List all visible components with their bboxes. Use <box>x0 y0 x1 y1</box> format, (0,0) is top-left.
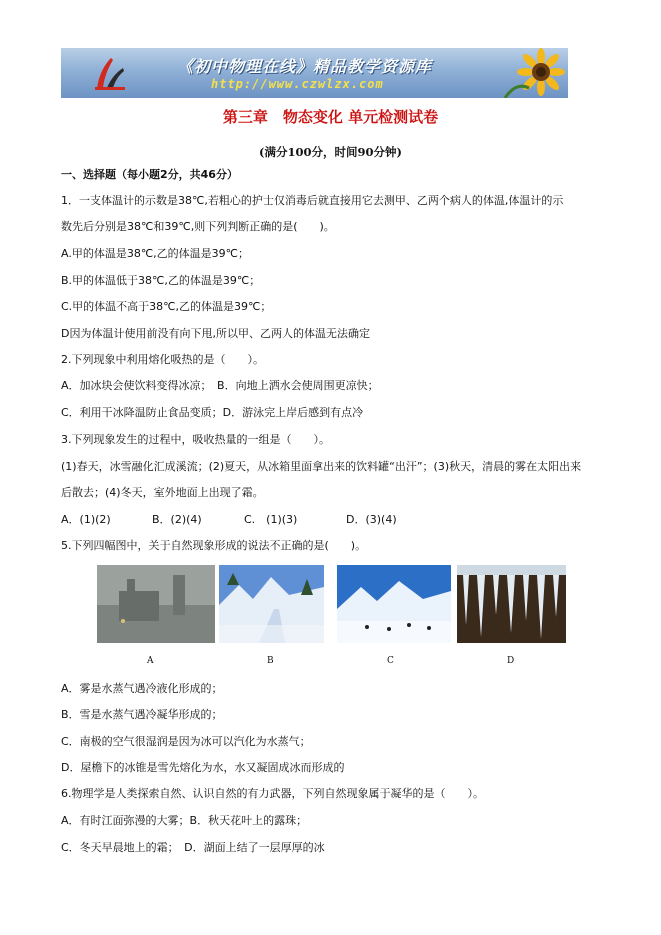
picture-label-d: D <box>507 656 515 666</box>
q1-option-c: C.甲的体温不高于38℃,乙的体温是39℃； <box>61 300 272 313</box>
q3-option-d: D．(3)(4) <box>346 513 397 526</box>
q3-stem: 3.下列现象发生的过程中，吸收热量的一组是（ ）。 <box>61 433 330 446</box>
page-title: 第三章 物态变化 单元检测试卷 <box>222 108 439 126</box>
logo-icon <box>89 54 129 94</box>
snow-picture <box>219 565 324 643</box>
page-subtitle: (满分100分，时间90分钟) <box>259 145 402 159</box>
banner-title: 《初中物理在线》精品教学资源库 <box>177 57 433 76</box>
q5-option-d: D．屋檐下的冰锥是雪先熔化为水，水又凝固成冰而形成的 <box>61 761 345 774</box>
q3-items-line1: (1)春天，冰雪融化汇成溪流；(2)夏天，从冰箱里面拿出来的饮料罐“出汗”；(3)秋天，清晨的雾在太阳出来 <box>61 460 582 473</box>
picture-label-a: A <box>147 656 154 666</box>
q1-stem-line2: 数先后分别是38℃和39℃,则下列判断正确的是( )。 <box>61 220 335 233</box>
q1-option-b: B.甲的体温低于38℃,乙的体温是39℃； <box>61 274 261 287</box>
section-heading: 一、选择题（每小题2分，共46分） <box>61 168 238 181</box>
q2-stem: 2.下列现象中利用熔化吸热的是（ ）。 <box>61 353 264 366</box>
picture-label-c: C <box>387 656 394 666</box>
q3-option-b: B．(2)(4) <box>152 513 202 526</box>
q3-option-c: C. (1)(3) <box>244 513 298 526</box>
q2-options-cd: C．利用干冰降温防止食品变质；D．游泳完上岸后感到有点冷 <box>61 406 364 419</box>
picture-label-b: B <box>267 656 274 666</box>
sunflower-icon <box>501 48 568 98</box>
q5-option-a: A．雾是水蒸气遇冷液化形成的； <box>61 682 223 695</box>
header-banner <box>61 48 568 98</box>
antarctic-picture <box>337 565 451 643</box>
banner-url[interactable]: http://www.czwlzx.com <box>211 77 384 91</box>
q6-options-cd: C．冬天早晨地上的霜； D．湖面上结了一层厚厚的冰 <box>61 841 325 854</box>
q6-options-ab: A．有时江面弥漫的大雾；B．秋天花叶上的露珠； <box>61 814 308 827</box>
q2-options-ab: A．加冰块会使饮料变得冰凉； B．向地上洒水会使周围更凉快； <box>61 379 379 392</box>
q5-option-c: C．南极的空气很湿润是因为冰可以汽化为水蒸气； <box>61 735 311 748</box>
fog-picture <box>97 565 215 643</box>
q3-option-a: A．(1)(2) <box>61 513 111 526</box>
q5-option-b: B．雪是水蒸气遇冷凝华形成的； <box>61 708 223 721</box>
q1-option-d: D因为体温计使用前没有向下甩,所以甲、乙两人的体温无法确定 <box>61 327 370 340</box>
q1-stem-line1: 1．一支体温计的示数是38℃,若粗心的护士仅消毒后就直接用它去测甲、乙两个病人的体温,体温计的示 <box>61 194 564 207</box>
icicle-picture <box>457 565 566 643</box>
q6-stem: 6.物理学是人类探索自然、认识自然的有力武器，下列自然现象属于凝华的是（ ）。 <box>61 787 484 800</box>
q3-items-line2: 后散去；(4)冬天，室外地面上出现了霜。 <box>61 486 264 499</box>
q5-stem: 5.下列四幅图中，关于自然现象形成的说法不正确的是( )。 <box>61 539 367 552</box>
q1-option-a: A.甲的体温是38℃,乙的体温是39℃； <box>61 247 250 260</box>
